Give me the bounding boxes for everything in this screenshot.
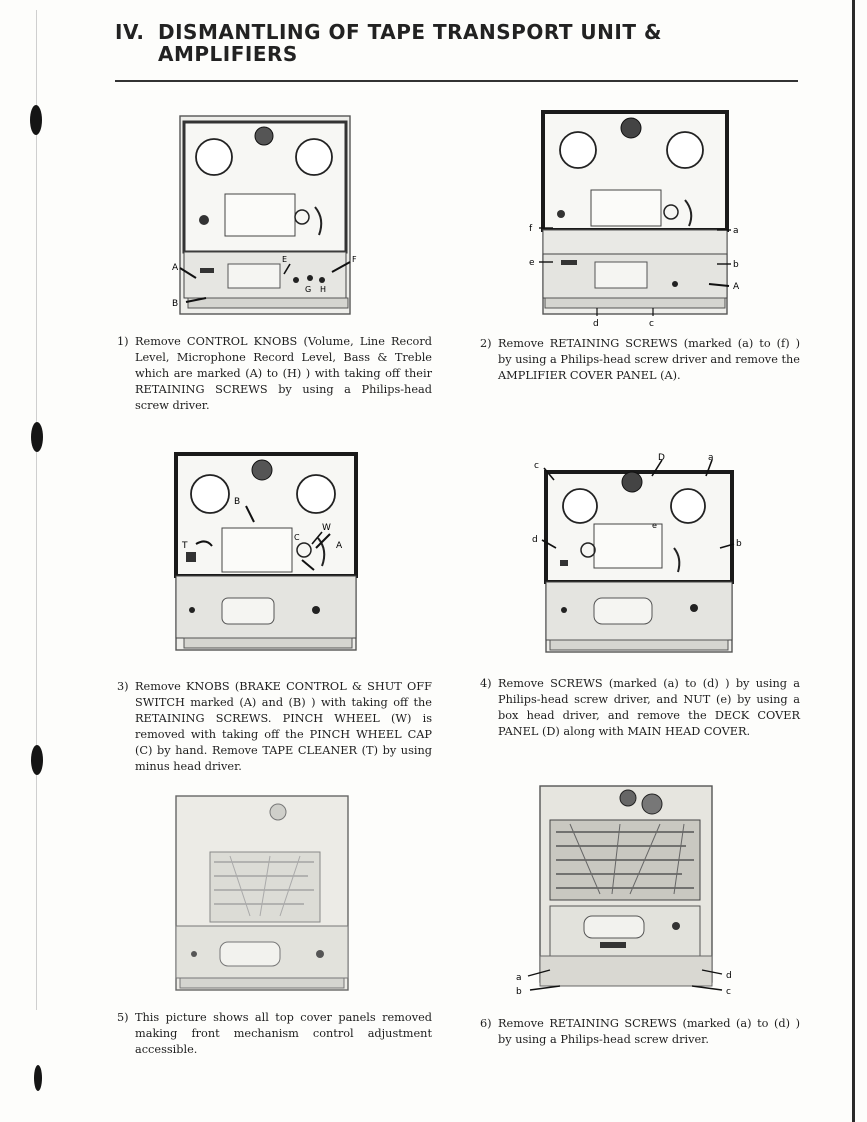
- step-6-caption: [480, 1016, 800, 1048]
- fig1-label-a: A: [172, 263, 179, 273]
- fig2-label-e: e: [529, 258, 535, 268]
- fig2-label-f: f: [529, 224, 533, 234]
- step-3-text: Remove KNOBS (BRAKE CONTROL & SHUT OFF SWITCH marked (A) and (B) ) with taking off the RETAINING SCREWS. PINCH WHEEL (W) is removed with taking off the PINCH WHEEL CAP (C) by hand. Remove TAPE CLEANER (T) by using minus head driver.: [135, 680, 432, 773]
- figure-step-3: [170, 448, 365, 663]
- fig2-label-big-a: A: [733, 282, 740, 292]
- step-1-text: Remove CONTROL KNOBS (Volume, Line Record Level, Microphone Record Level, Bass & Treble which are marked (A) to (H) ) with taking off their RETAINING SCREWS by using a Philips-head screw driver.: [135, 335, 432, 412]
- step-3-caption: [117, 679, 432, 775]
- step-3-number: 3): [117, 680, 129, 693]
- step-6-number: 6): [480, 1017, 492, 1030]
- fig1-label-h: H: [320, 285, 327, 294]
- binder-edge-line: [36, 10, 37, 1010]
- fig1-label-f: F: [352, 255, 357, 264]
- step-4-caption: [480, 676, 800, 740]
- section-title-line-2: AMPLIFIERS: [158, 42, 298, 66]
- figure-step-2: [525, 108, 745, 330]
- step-4-text: Remove SCREWS (marked (a) to (d) ) by using a Philips-head screw driver, and NUT (e) by using a box head driver, and remove the DECK COVER PANEL (D) along with MAIN HEAD COVER.: [498, 677, 800, 738]
- fig6-label-c: c: [726, 987, 731, 997]
- figure-step-1-drawing: [170, 112, 360, 327]
- fig2-label-b: b: [733, 260, 739, 270]
- figure-step-5: [170, 792, 355, 1002]
- fig3-label-w: W: [322, 523, 331, 533]
- binder-hole-1: [30, 105, 42, 135]
- fig1-label-e: E: [282, 255, 288, 264]
- section-title-line-1: DISMANTLING OF TAPE TRANSPORT UNIT &: [158, 20, 662, 44]
- step-1-caption: [117, 334, 432, 414]
- step-6-text: Remove RETAINING SCREWS (marked (a) to (d) ) by using a Philips-head screw driver.: [498, 1017, 800, 1046]
- fig6-label-a: a: [516, 973, 522, 983]
- binder-hole-3: [31, 745, 43, 775]
- figure-step-4-drawing: [528, 450, 748, 660]
- fig4-label-e: e: [652, 521, 657, 530]
- figure-step-3-drawing: [170, 448, 365, 663]
- fig4-label-c: c: [534, 461, 539, 471]
- figure-step-2-drawing: [525, 108, 745, 330]
- fig6-label-b: b: [516, 987, 522, 997]
- step-2-text: Remove RETAINING SCREWS (marked (a) to (f) ) by using a Philips-head screw driver and remove the AMPLIFIER COVER PANEL (A).: [498, 337, 800, 382]
- step-1-number: 1): [117, 335, 129, 348]
- fig4-label-big-d: D: [658, 453, 665, 463]
- fig4-label-a: a: [708, 453, 714, 463]
- fig6-label-d: d: [726, 971, 732, 981]
- fig2-label-c: c: [649, 319, 654, 329]
- fig2-label-a: a: [733, 226, 739, 236]
- figure-step-5-drawing: [170, 792, 355, 1002]
- step-5-caption: [117, 1010, 432, 1058]
- binder-hole-2: [31, 422, 43, 452]
- header-divider: [115, 80, 798, 82]
- fig4-label-d: d: [532, 535, 538, 545]
- fig3-label-t: T: [182, 541, 188, 551]
- section-number: IV.: [115, 20, 145, 44]
- step-2-number: 2): [480, 337, 492, 350]
- step-5-number: 5): [117, 1011, 129, 1024]
- figure-step-6-drawing: [500, 780, 750, 1005]
- fig3-label-b: B: [234, 497, 241, 507]
- binder-hole-4: [34, 1065, 42, 1091]
- fig2-label-d: d: [593, 319, 599, 329]
- figure-step-6: [500, 780, 750, 1005]
- step-4-number: 4): [480, 677, 492, 690]
- step-5-text: This picture shows all top cover panels removed making front mechanism control adjustment accessible.: [135, 1011, 432, 1056]
- figure-step-4: [528, 450, 748, 660]
- step-2-caption: [480, 336, 800, 384]
- fig3-label-a: A: [336, 541, 343, 551]
- figure-step-1: [170, 112, 360, 327]
- page-right-edge: [852, 0, 855, 1122]
- fig3-label-c: C: [294, 533, 300, 542]
- fig1-label-b: B: [172, 299, 179, 309]
- fig4-label-b: b: [736, 539, 742, 549]
- fig1-label-g: G: [305, 285, 312, 294]
